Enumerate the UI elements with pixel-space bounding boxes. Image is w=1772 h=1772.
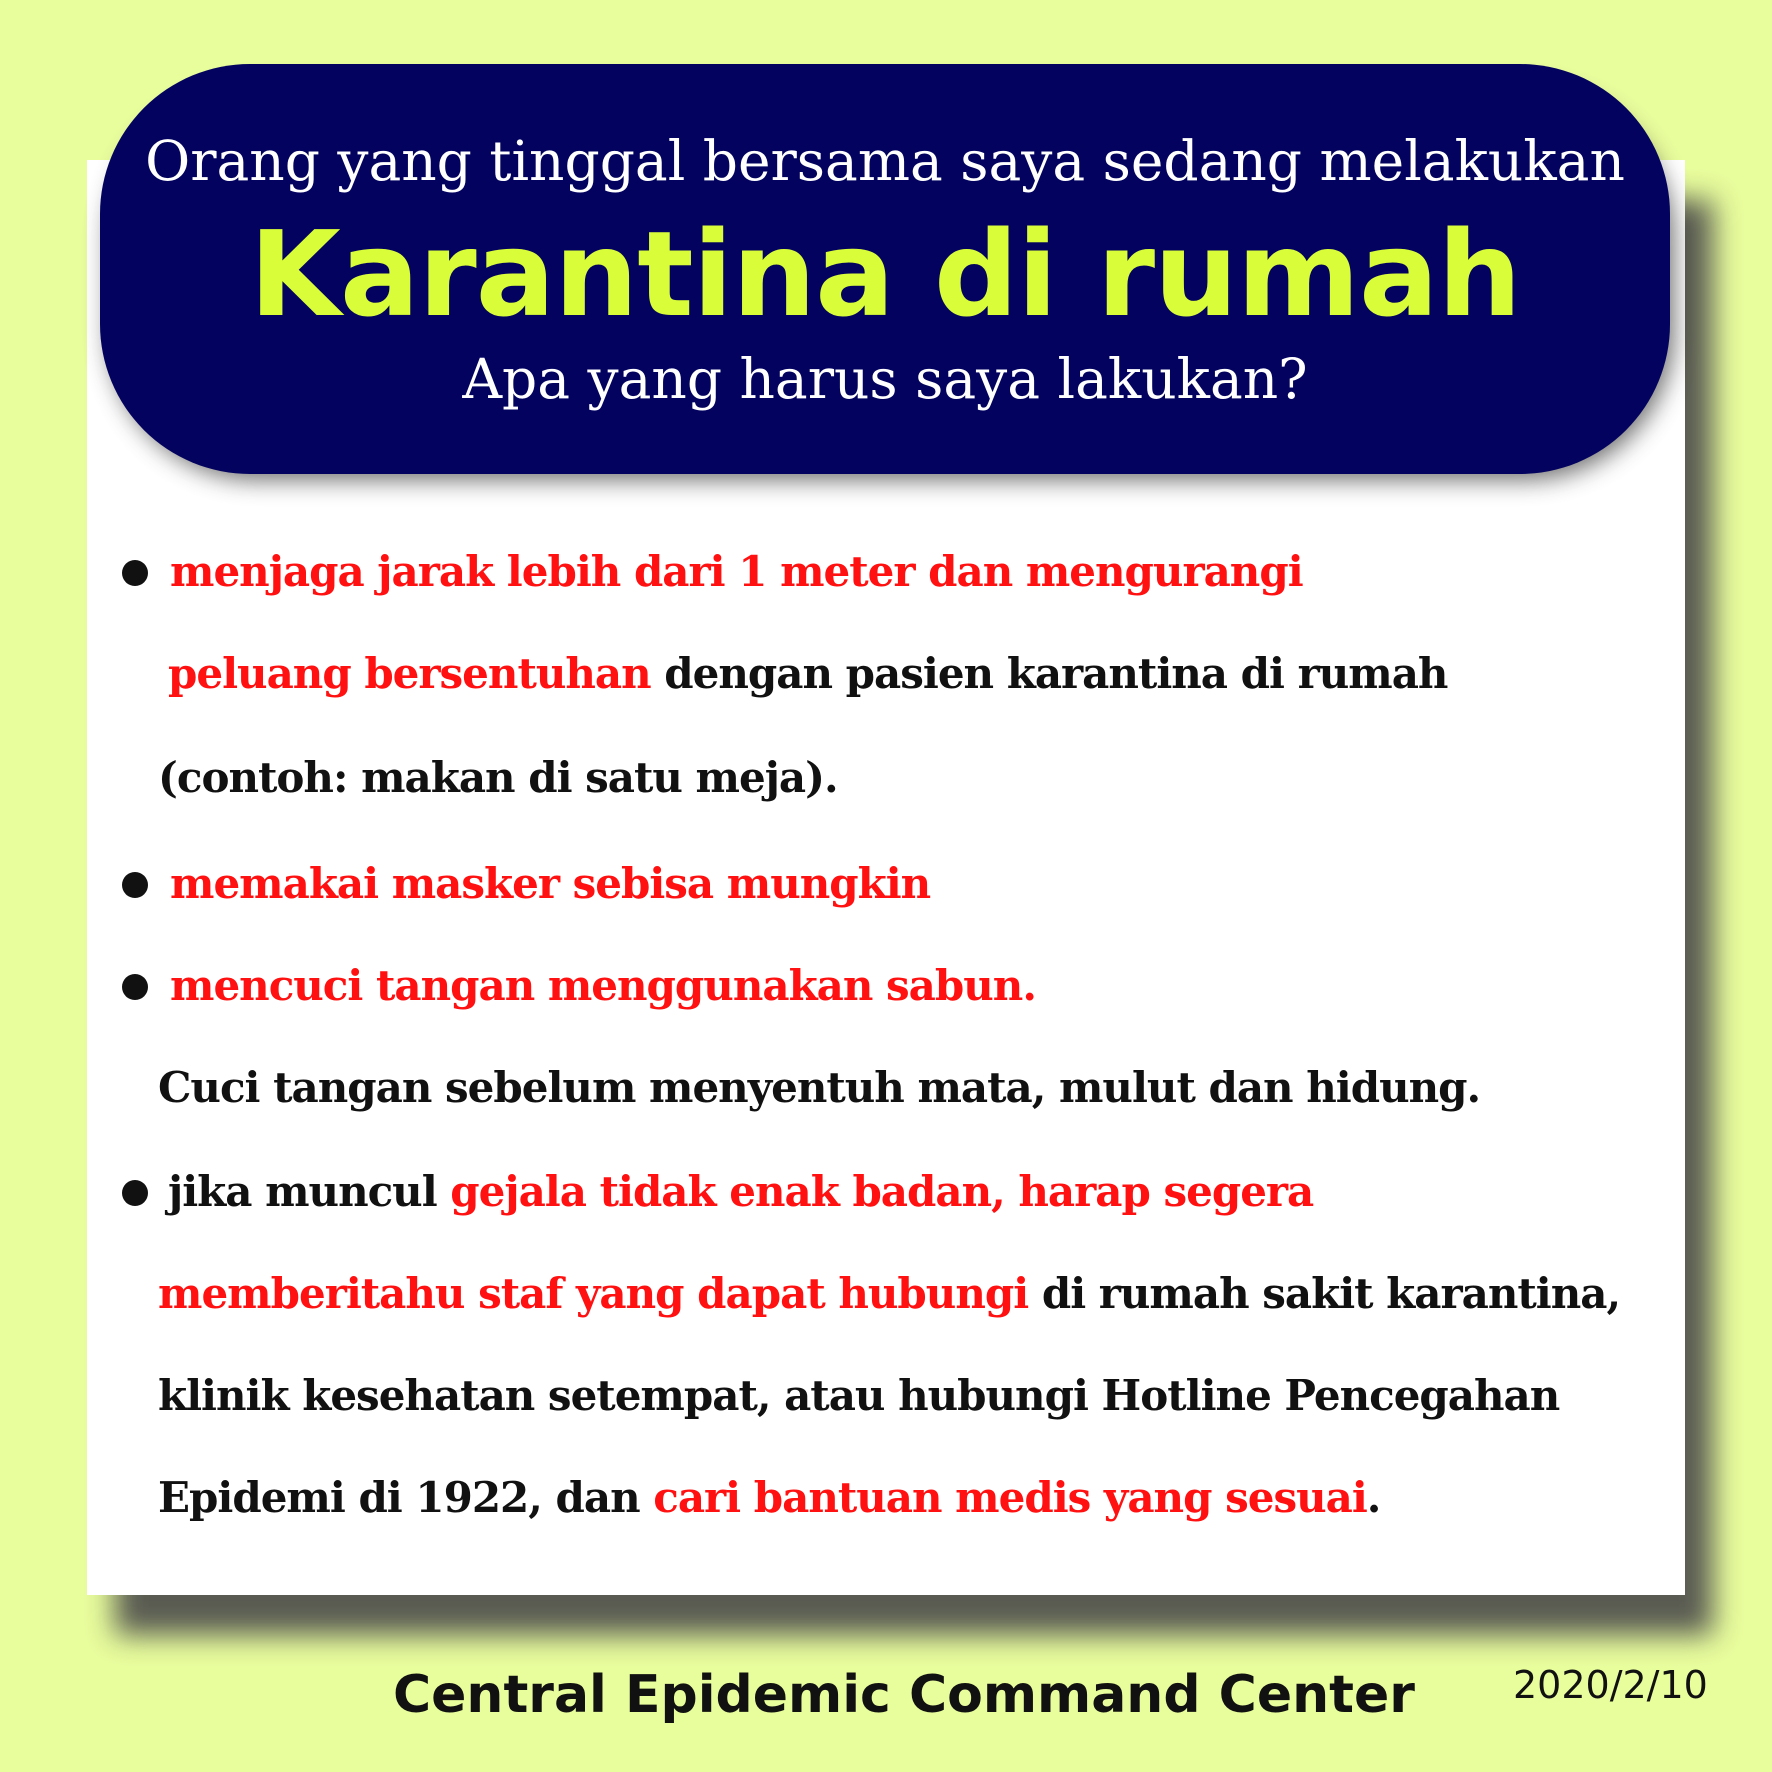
item-4-line-1-text: jika muncul: [168, 1167, 451, 1216]
header-question-text: Apa yang harus saya lakukan?: [462, 347, 1308, 411]
item-1-line-1: menjaga jarak lebih dari 1 meter dan mengurangi: [170, 547, 1303, 596]
item-4-line-1-highlight: gejala tidak enak badan, harap segera: [450, 1167, 1314, 1216]
page-title: Karantina di rumah: [249, 205, 1521, 343]
item-4-line-4-highlight: cari bantuan medis yang sesuai: [653, 1473, 1367, 1522]
bullet-icon: [122, 560, 148, 586]
item-4-line-2: [158, 1264, 1620, 1324]
item-4-line-4-text: Epidemi di 1922, dan: [158, 1473, 654, 1522]
item-1-line-2-highlight: peluang bersentuhan: [168, 649, 651, 698]
item-1-line-3: (contoh: makan di satu meja).: [158, 753, 838, 802]
item-4-line-2-highlight: memberitahu staf yang dapat hubungi: [158, 1269, 1029, 1318]
item-4-line-4-end: .: [1366, 1473, 1381, 1522]
item-3-line-2: Cuci tangan sebelum menyentuh mata, mulut dan hidung.: [158, 1063, 1481, 1112]
item-3-line-1: mencuci tangan menggunakan sabun.: [170, 961, 1036, 1010]
bullet-icon: [122, 1180, 148, 1206]
item-1-line-2-text: dengan pasien karantina di rumah: [650, 649, 1448, 698]
header-banner: [100, 64, 1670, 474]
bullet-icon: [122, 974, 148, 1000]
item-2-line-1: memakai masker sebisa mungkin: [170, 859, 931, 908]
item-4-line-2-text: di rumah sakit karantina,: [1028, 1269, 1621, 1318]
bullet-icon: [122, 872, 148, 898]
footer-date: 2020/2/10: [1513, 1663, 1708, 1707]
item-4-line-3: klinik kesehatan setempat, atau hubungi Hotline Pencegahan: [158, 1371, 1560, 1420]
header-intro-text: Orang yang tinggal bersama saya sedang melakukan: [145, 129, 1625, 193]
item-1-line-2: [168, 644, 1447, 704]
footer-organization: Central Epidemic Command Center: [393, 1665, 1415, 1725]
item-4-line-1: [168, 1162, 1313, 1222]
item-4-line-4: [158, 1468, 1380, 1528]
